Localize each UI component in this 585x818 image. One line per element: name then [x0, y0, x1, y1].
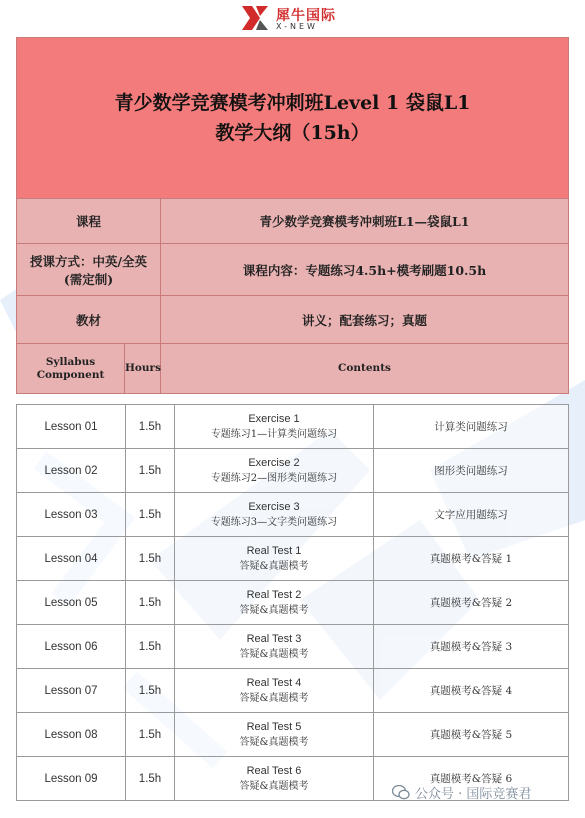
- content-subtitle: 专题练习2—图形类问题练习: [210, 472, 338, 484]
- page-subtitle: 教学大纲（15h）: [215, 122, 370, 144]
- course-content-value: 课程内容：专题练习4.5h+模考刷题10.5h: [161, 244, 569, 296]
- material-value: 讲义；配套练习；真题: [161, 296, 569, 344]
- topic-cell: 真题模考&答疑 1: [374, 537, 569, 581]
- brand-name-en: X-NEW: [276, 22, 318, 31]
- lesson-cell: Lesson 08: [17, 713, 126, 757]
- brand-name-cn: 犀牛国际: [276, 8, 336, 24]
- table-row: [17, 449, 569, 493]
- footer-watermark: [392, 783, 531, 802]
- course-label: 课程: [17, 199, 161, 244]
- content-cell: [175, 625, 374, 669]
- content-cell: [175, 449, 374, 493]
- hours-cell: 1.5h: [126, 449, 175, 493]
- content-title: Real Test 1: [246, 544, 302, 557]
- content-subtitle: 答疑&真题模考: [239, 604, 309, 616]
- table-row: [17, 625, 569, 669]
- hours-cell: 1.5h: [126, 625, 175, 669]
- topic-cell: 真题模考&答疑 3: [374, 625, 569, 669]
- syllabus-header-table: [16, 37, 569, 394]
- content-title: Exercise 3: [248, 500, 300, 513]
- hours-cell: 1.5h: [126, 713, 175, 757]
- content-cell: [175, 405, 374, 449]
- lesson-schedule-table: [16, 404, 569, 801]
- content-title: Real Test 4: [246, 676, 302, 689]
- lesson-cell: Lesson 01: [17, 405, 126, 449]
- footer-watermark-text: 公众号 · 国际竞赛君: [415, 787, 532, 802]
- hours-cell: 1.5h: [126, 493, 175, 537]
- topic-cell: 计算类问题练习: [374, 405, 569, 449]
- teaching-mode-line2: (需定制): [63, 271, 114, 287]
- content-cell: [175, 581, 374, 625]
- topic-cell: 真题模考&答疑 6: [374, 757, 569, 801]
- topic-cell: 真题模考&答疑 2: [374, 581, 569, 625]
- hours-cell: 1.5h: [126, 537, 175, 581]
- lesson-cell: Lesson 03: [17, 493, 126, 537]
- content-subtitle: 答疑&真题模考: [239, 692, 309, 704]
- content-cell: [175, 713, 374, 757]
- lesson-cell: Lesson 02: [17, 449, 126, 493]
- lesson-cell: Lesson 07: [17, 669, 126, 713]
- table-row: [17, 713, 569, 757]
- teaching-mode-label: [17, 244, 161, 296]
- lesson-cell: Lesson 04: [17, 537, 126, 581]
- hours-cell: 1.5h: [126, 757, 175, 801]
- col-contents: Contents: [161, 344, 569, 394]
- topic-cell: 图形类问题练习: [374, 449, 569, 493]
- table-row: [17, 581, 569, 625]
- content-cell: [175, 493, 374, 537]
- col-syllabus-line2: Component: [36, 368, 105, 381]
- content-subtitle: 答疑&真题模考: [239, 780, 309, 792]
- content-cell: [175, 537, 374, 581]
- content-title: Real Test 2: [246, 588, 302, 601]
- content-subtitle: 专题练习1—计算类问题练习: [210, 428, 338, 440]
- table-row: [17, 493, 569, 537]
- page-title: 青少数学竞赛模考冲刺班Level 1 袋鼠L1: [114, 92, 471, 114]
- table-row: [17, 405, 569, 449]
- hours-cell: 1.5h: [126, 581, 175, 625]
- content-subtitle: 答疑&真题模考: [239, 648, 309, 660]
- content-subtitle: 答疑&真题模考: [239, 736, 309, 748]
- content-cell: [175, 669, 374, 713]
- content-title: Real Test 3: [246, 632, 302, 645]
- hours-cell: 1.5h: [126, 405, 175, 449]
- teaching-mode-line1: 授课方式：中英/全英: [29, 253, 148, 269]
- material-label: 教材: [17, 296, 161, 344]
- content-title: Real Test 6: [246, 764, 302, 777]
- rhino-logo-icon: [240, 4, 270, 32]
- table-row: [17, 537, 569, 581]
- lesson-cell: Lesson 06: [17, 625, 126, 669]
- course-value: 青少数学竞赛模考冲刺班L1—袋鼠L1: [161, 199, 569, 244]
- hours-cell: 1.5h: [126, 669, 175, 713]
- topic-cell: 真题模考&答疑 4: [374, 669, 569, 713]
- content-cell: [175, 757, 374, 801]
- content-subtitle: 答疑&真题模考: [239, 560, 309, 572]
- content-title: Exercise 2: [248, 456, 300, 469]
- table-row: [17, 669, 569, 713]
- lesson-cell: Lesson 09: [17, 757, 126, 801]
- content-title: Real Test 5: [246, 720, 302, 733]
- topic-cell: 真题模考&答疑 5: [374, 713, 569, 757]
- content-subtitle: 专题练习3—文字类问题练习: [210, 516, 338, 528]
- content-title: Exercise 1: [248, 412, 300, 425]
- col-hours: Hours: [125, 344, 161, 394]
- lesson-cell: Lesson 05: [17, 581, 126, 625]
- col-syllabus-component: [17, 344, 125, 394]
- title-block: [17, 38, 569, 199]
- wechat-icon: [392, 785, 410, 800]
- col-syllabus-line1: Syllabus: [45, 355, 96, 368]
- topic-cell: 文字应用题练习: [374, 493, 569, 537]
- brand-logo: [240, 4, 350, 34]
